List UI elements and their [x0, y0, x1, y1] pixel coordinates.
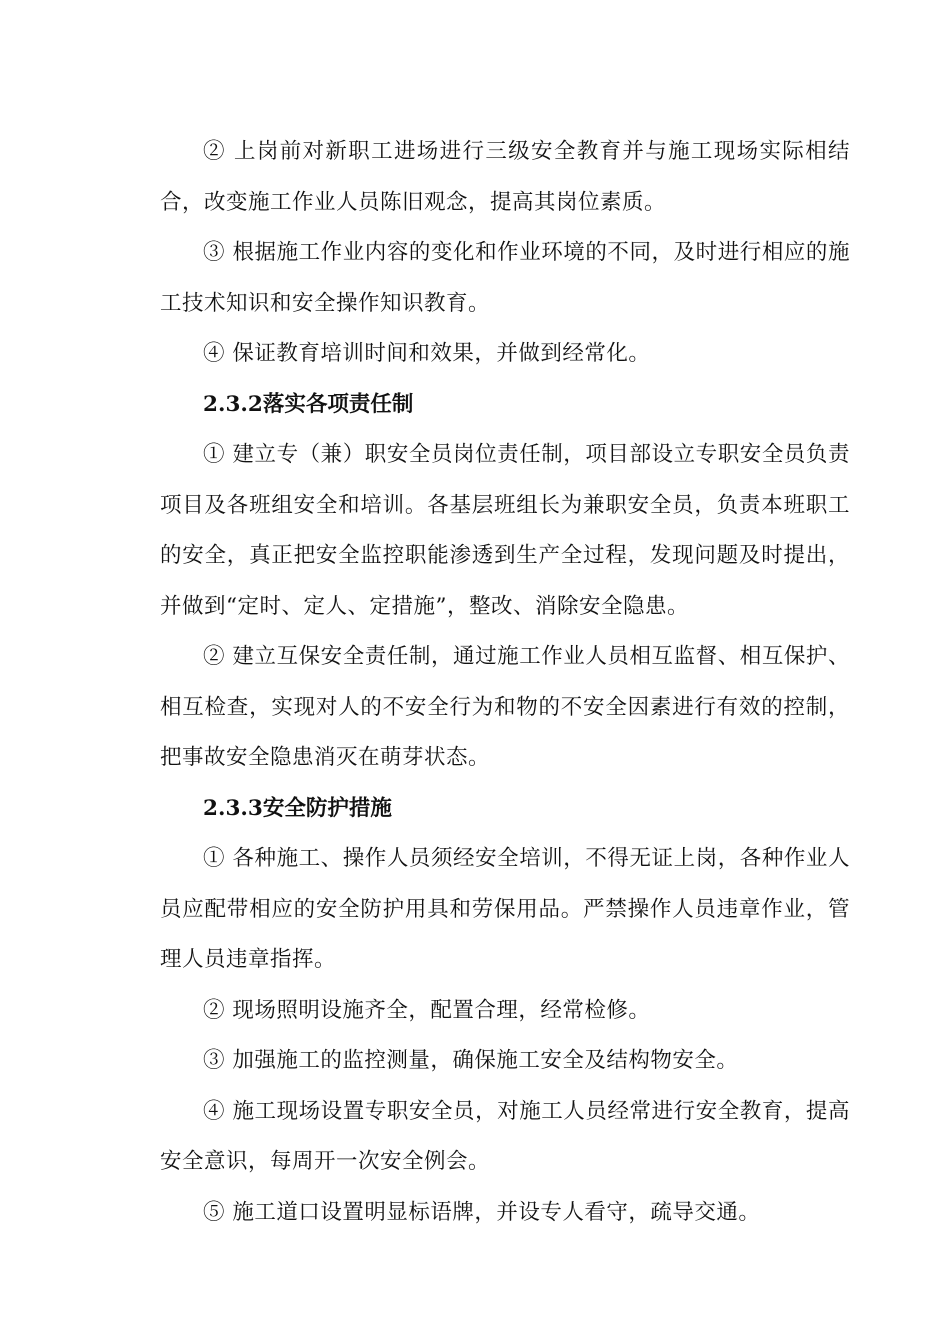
section-heading-protection-measures: 2.3.3安全防护措施: [203, 795, 392, 821]
paragraph-safety-officer-duty: ① 建立专（兼）职安全员岗位责任制，项目部设立专职安全员负责项目及各班组安全和培训。各基层班组长为兼职安全员，负责本班职工的安全，真正把安全监控职能渗透到生产全过程，发现问题及时提出，并做到“定时、定人、定措施”，整改、消除安全隐患。: [160, 442, 850, 619]
paragraph-monitoring: ③ 加强施工的监控测量，确保施工安全及结构物安全。: [203, 1048, 739, 1073]
paragraph-mutual-protection: ② 建立互保安全责任制，通过施工作业人员相互监督、相互保护、相互检查，实现对人的不安全行为和物的不安全因素进行有效的控制，把事故安全隐患消灭在萌芽状态。: [160, 644, 850, 770]
paragraph-education-level-three: ② 上岗前对新职工进场进行三级安全教育并与施工现场实际相结合，改变施工作业人员陈旧观念，提高其岗位素质。: [160, 139, 850, 215]
section-heading-responsibility: 2.3.2落实各项责任制: [203, 391, 414, 417]
paragraph-training-certification: ① 各种施工、操作人员须经安全培训，不得无证上岗，各种作业人员应配带相应的安全防护用具和劳保用品。严禁操作人员违章作业，管理人员违章指挥。: [160, 846, 850, 972]
paragraph-traffic-signs: ⑤ 施工道口设置明显标语牌，并设专人看守，疏导交通。: [203, 1199, 761, 1225]
paragraph-education-content-change: ③ 根据施工作业内容的变化和作业环境的不同，及时进行相应的施工技术知识和安全操作知识教育。: [160, 240, 850, 316]
paragraph-safety-officer-onsite: ④ 施工现场设置专职安全员，对施工人员经常进行安全教育，提高安全意识，每周开一次安全例会。: [160, 1098, 850, 1174]
document-body: [160, 127, 850, 1238]
paragraph-lighting: ② 现场照明设施齐全，配置合理，经常检修。: [203, 997, 651, 1023]
paragraph-education-regular: ④ 保证教育培训时间和效果，并做到经常化。: [203, 341, 651, 366]
